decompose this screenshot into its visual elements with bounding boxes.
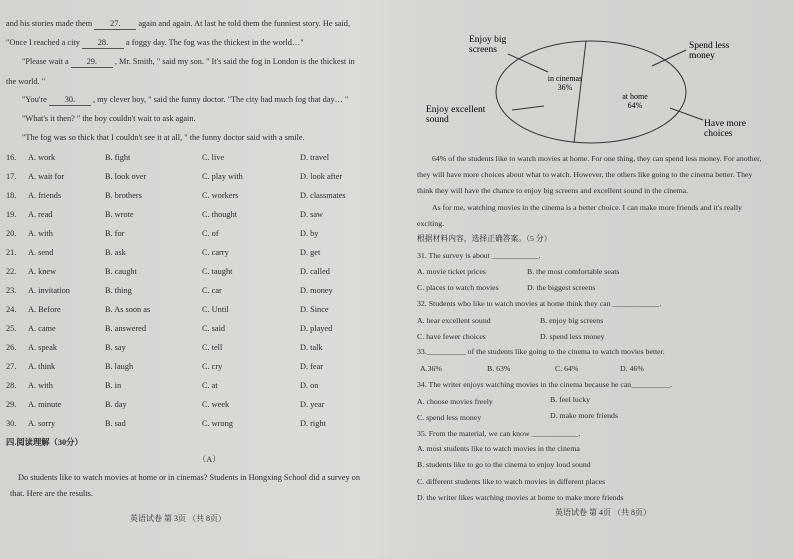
annotation-money: money [689,51,715,61]
option-a: A. with [28,381,53,390]
question-number: 30. [6,419,17,428]
option-c: C. tell [202,343,223,352]
option-c: C. week [202,400,230,409]
option-b: B. answered [105,324,147,333]
passage-line: "What's it then? " the boy couldn't wait to ask again. [22,114,196,123]
question-35: 35. From the material, we can know ____________. [417,429,581,438]
option-b: B. say [105,343,126,352]
option-a: A. read [28,210,53,219]
option-d: D. money [300,286,333,295]
question-number: 23. [6,286,17,295]
slice-value-home: 64% [627,101,643,110]
annotation-spend-less: Spend less [689,41,730,51]
question-32: 32. Students who like to watch movies at home think they can ____________. [417,299,662,308]
passage-line: and his stories made them 27. again and again. At last he told them the funniest story. He said, [6,19,351,28]
option-a: A. with [28,229,53,238]
question-number: 26. [6,343,17,352]
option-33a: A.36% [420,364,442,373]
option-c: C. of [202,229,219,238]
question-number: 18. [6,191,17,200]
option-d: D. Since [300,305,329,314]
option-a: A. speak [28,343,58,352]
question-number: 22. [6,267,17,276]
option-31d: D. the biggest screens [527,283,596,292]
option-a: A. came [28,324,56,333]
option-31b: B. the most comfortable seats [527,267,620,276]
option-b: B. thing [105,286,132,295]
option-33b: B. 63% [487,364,511,373]
annotation-screens: screens [469,45,497,55]
option-b: B. caught [105,267,137,276]
option-b: B. look over [105,172,147,181]
passage-line: "You're 30. , my clever boy, " said the funny doctor. "The city had much fog that day… " [22,95,349,104]
results-text-line: think they will have the chance to enjoy big screens and excellent sound in the cinema. [417,186,689,195]
option-d: D. get [300,248,321,257]
option-a: A. think [28,362,56,371]
passage-line: "The fog was so thick that I couldn't see it at all, " the funny doctor said with a smile. [22,133,305,142]
option-a: A. work [28,153,56,162]
option-c: C. cry [202,362,223,371]
option-d: D. on [300,381,319,390]
question-number: 29. [6,400,17,409]
slice-label-cinemas: in cinemas [547,74,583,83]
option-c: C. taught [202,267,233,276]
results-text-line: As for me, watching movies in the cinema is a better choice. I can make more friends and it's really [432,203,742,212]
annotation-sound: sound [426,115,449,125]
option-c: C. carry [202,248,229,257]
option-32c: C. have fewer choices [417,332,486,341]
option-b: B. brothers [105,191,142,200]
option-31c: C. places to watch movies [417,283,499,292]
option-35d: D. the writer likes watching movies at home to make more friends [417,493,624,502]
question-number: 27. [6,362,17,371]
option-a: A. wait for [28,172,65,181]
option-31a: A. movie ticket prices [417,267,486,276]
question-34: 34. The writer enjoys watching movies in the cinema because he can__________. [417,380,673,389]
option-d: D. by [300,229,319,238]
option-c: C. said [202,324,226,333]
option-d: D. year [300,400,325,409]
slice-value-cinemas: 36% [557,83,573,92]
option-b: B. fight [105,153,131,162]
results-text-line: exciting. [417,219,445,228]
annotation-enjoy-big: Enjoy big [469,35,507,45]
option-a: A. sorry [28,419,56,428]
reading-intro-line: Do students like to watch movies at home or in cinemas? Students in Hongxing School did a survey on [18,473,360,482]
option-c: C. at [202,381,218,390]
option-34b: B. feel lucky [550,395,591,404]
question-31: 31. The survey is about ____________. [417,251,541,260]
option-c: C. live [202,153,225,162]
option-d: D. saw [300,210,324,219]
option-c: C. car [202,286,222,295]
option-32d: D. spend less money [540,332,605,341]
question-number: 24. [6,305,17,314]
option-35c: C. different students like to watch movies in different places [417,477,606,486]
option-35b: B. students like to go to the cinema to enjoy loud sound [417,460,591,469]
option-b: B. in [105,381,122,390]
option-b: B. As soon as [105,305,151,314]
option-b: B. sad [105,419,126,428]
slice-label-home: at home [622,92,648,101]
option-34c: C. spend less money [417,413,482,422]
option-a: A. Before [28,305,61,314]
question-number: 17. [6,172,17,181]
option-c: C. Until [202,305,229,314]
part-label: （A） [198,455,221,464]
question-33: 33.__________ of the students like going to the cinema to watch movies better. [417,347,665,356]
option-b: B. ask [105,248,126,257]
results-text-line: they will have more choices about what to watch. However, the others like going to the cinema better. They [417,170,753,179]
option-a: A. knew [28,267,57,276]
option-a: A. send [28,248,54,257]
passage-line: "Please wait a 29. , Mr. Smith, " said my son. " It's said the fog in London is the thickest in [22,57,355,66]
annotation-line [508,54,548,72]
option-33c: C. 64% [555,364,579,373]
option-32a: A. hear excellent sound [417,316,491,325]
passage-line: the world. " [6,77,46,86]
option-b: B. wrote [105,210,134,219]
annotation-enjoy-excellent: Enjoy excellent [426,105,486,115]
option-d: D. called [300,267,330,276]
annotation-line [512,106,544,110]
option-d: D. played [300,324,333,333]
option-d: D. fear [300,362,324,371]
option-b: B. day [105,400,127,409]
annotation-choices: choices [704,129,733,139]
option-a: A. minute [28,400,62,409]
pie-divider [574,41,586,143]
option-d: D. travel [300,153,330,162]
survey-pie-chart [420,28,794,148]
question-number: 25. [6,324,17,333]
annotation-have-more: Have more [704,119,746,129]
reading-instructions: 根据材料内容，选择正确答案。（5 分） [417,234,552,243]
question-number: 28. [6,381,17,390]
option-34d: D. make more friends [550,411,618,420]
option-d: D. right [300,419,326,428]
question-number: 20. [6,229,17,238]
option-d: D. look after [300,172,343,181]
option-b: B. laugh [105,362,134,371]
option-b: B. for [105,229,125,238]
option-a: A. invitation [28,286,70,295]
option-33d: D. 46% [620,364,644,373]
option-32b: B. enjoy big screens [540,316,604,325]
annotation-line [652,50,686,66]
option-a: A. friends [28,191,62,200]
option-d: D. classmates [300,191,346,200]
question-number: 16. [6,153,17,162]
reading-intro-line: that. Here are the results. [10,489,93,498]
option-35a: A. most students like to watch movies in the cinema [417,444,580,453]
question-number: 19. [6,210,17,219]
option-c: C. wrong [202,419,233,428]
annotation-line [670,108,703,120]
question-number: 21. [6,248,17,257]
section-heading: 四.阅读理解（30分） [6,438,83,447]
pie-outline [496,41,686,143]
option-c: C. thought [202,210,238,219]
option-34a: A. choose movies freely [417,397,493,406]
results-text-line: 64% of the students like to watch movies at home. For one thing, they can spend less money. For another, [432,154,762,163]
option-c: C. workers [202,191,239,200]
option-d: D. talk [300,343,323,352]
option-c: C. play with [202,172,243,181]
page-footer: 英语试卷 第 3页 （共 8页） [130,514,226,523]
passage-line: "Once I reached a city 28. a foggy day. The fog was the thickest in the world…" [6,38,304,47]
page-footer: 英语试卷 第 4页 （共 8页） [555,508,651,517]
